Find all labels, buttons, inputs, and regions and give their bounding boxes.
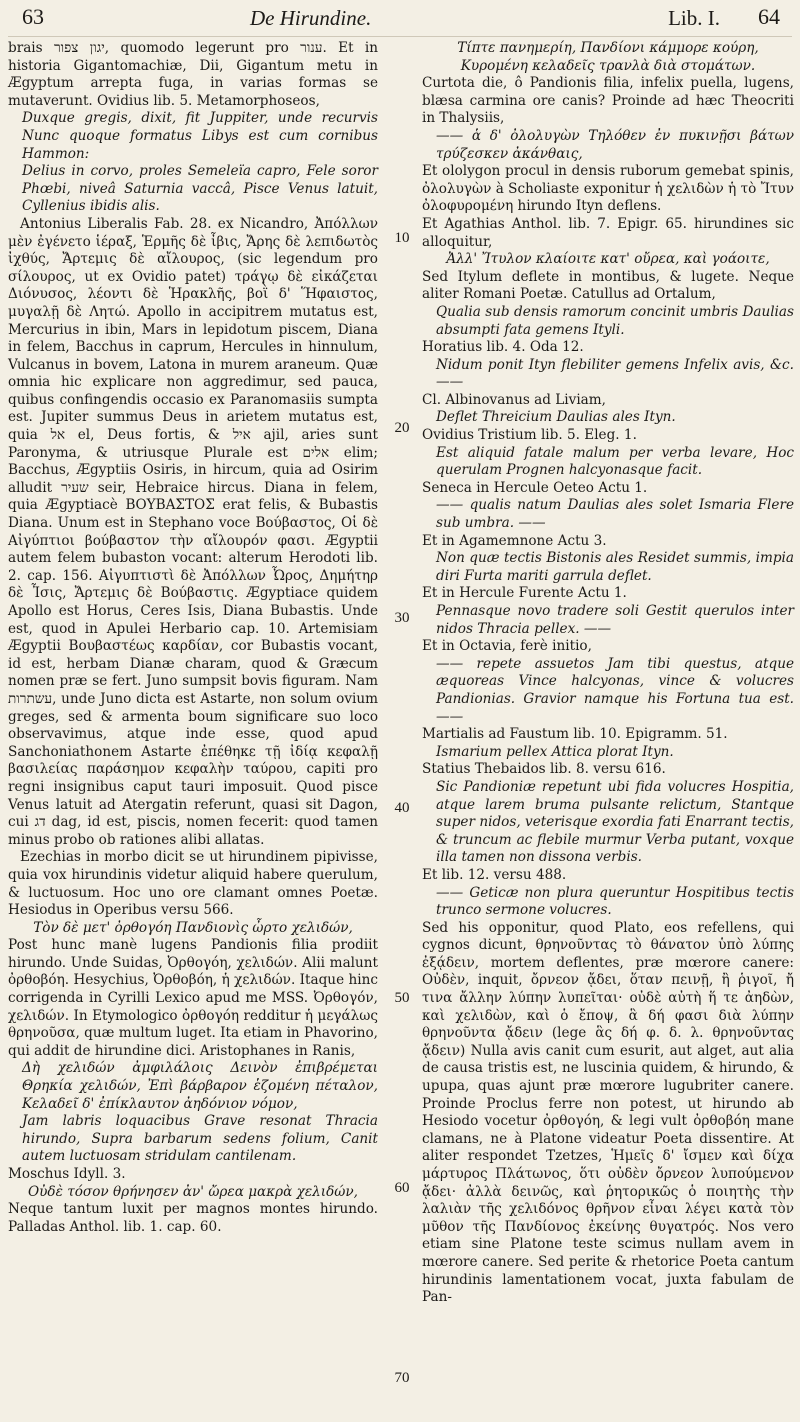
citation: Horatius lib. 4. Oda 12.	[422, 339, 584, 356]
citation: Cl. Albinovanus ad Liviam,	[422, 391, 606, 408]
paragraph: Sed Itylum deflete in montibus, & lugete. Neque aliter Romani Poetæ. Catullus ad Ortalum,	[422, 268, 794, 303]
line-number: 70	[394, 1370, 410, 1386]
paragraph: Curtota die, ô Pandionis filia, infelix puella, lugens, blæsa carmina ore canis? Proinde ad hæc Theocriti in Thalysiis,	[422, 75, 794, 127]
paragraph: Neque tantum luxit per magnos montes hirundo. Palladas Anthol. lib. 1. cap. 60.	[8, 1201, 378, 1235]
verse: Non quæ tectis Bistonis ales Residet summis, impia diri Furta mariti garrula deflet.	[436, 550, 794, 584]
verse: —— repete assuetos Jam tibi questus, atque æquoreas Vince halcyonas, vince & volucres Pandionias. Gravior namque his Fortuna tua est. ——	[436, 655, 794, 725]
verse: —— Geticæ non plura queruntur Hospitibus tectis trunco sermone volucres.	[436, 884, 794, 919]
paragraph: Ezechias in morbo dicit se ut hirundinem pipivisse, quia vox hirundinis videtur aliquid habere querulum, & luctuosum. Hoc uno ore clamant omnes Poetæ. Hesiodus in Operibus versu 566.	[8, 849, 378, 919]
paragraph: Et ololygon procul in densis ruborum gemebat spinis, ὀλολυγὼν à Scholiaste exponitur ἡ χελιδὼν ἡ τὸ Ἴτυν ὀλοφυρομένη hirundo Ityn deflens.	[422, 163, 794, 215]
running-title-right: Lib. I.	[668, 6, 720, 30]
greek-verse: —— ἁ δ' ὀλολυγὼν Τηλόθεν ἐν πυκινῇσι βάτων τρύζεσκεν ἀκάνθαις,	[436, 127, 794, 162]
verse: Delius in corvo, proles Semeleïa capro, Fele soror Phœbi, niveâ Saturnia vaccâ, Pisce Venus latuit, Cyllenius ibidis alis.	[22, 163, 378, 215]
right-column	[422, 40, 794, 1307]
verse: Deflet Threicium Daulias ales Ityn.	[436, 409, 676, 426]
header-rule	[8, 36, 792, 37]
line-number: 20	[394, 420, 410, 436]
greek-verse: Τίπτε πανημερίη, Πανδίονι κάμμορε κούρη,	[457, 40, 759, 56]
verse: Qualia sub densis ramorum concinit umbris Daulias absumpti fata gemens Ityli.	[436, 303, 794, 338]
page-number-left: 63	[22, 4, 44, 29]
citation: Et lib. 12. versu 488.	[422, 866, 567, 883]
paragraph: Et Agathias Anthol. lib. 7. Epigr. 65. hirundines sic alloquitur,	[422, 215, 794, 250]
page-number-right: 64	[758, 4, 780, 29]
citation: Et in Agamemnone Actu 3.	[422, 532, 607, 549]
greek-verse: Ἀλλ' Ἴτυλον κλαίοιτε κατ' οὔρεα, καὶ γοάοιτε,	[446, 251, 770, 268]
verse: Duxque gregis, dixit, fit Juppiter, unde recurvis Nunc quoque formatus Libys est cum cornibus Hammon:	[22, 110, 378, 162]
citation: Martialis ad Faustum lib. 10. Epigramm. 51.	[422, 726, 728, 743]
line-number: 30	[394, 610, 410, 626]
line-number: 40	[394, 800, 410, 816]
citation: Et in Hercule Furente Actu 1.	[422, 585, 627, 602]
verse: Est aliquid fatale malum per verba levare, Hoc querulam Prognen halcyonasque facit.	[436, 444, 794, 479]
running-title-left: De Hirundine.	[250, 6, 372, 30]
line-number-gutter	[385, 40, 419, 1420]
greek-verse: Κυρομένη κελαδεῖς τρανλὰ διὰ στομάτων.	[460, 57, 756, 74]
verse: Ismarium pellex Attica plorat Ityn.	[436, 743, 674, 760]
line-number: 10	[394, 230, 410, 246]
paragraph: Post hunc manè lugens Pandionis filia prodiit hirundo. Unde Suidas, Ὀρθογόη, χελιδών. Alii malunt ὀρθοβόη. Hesychius, Ὀρθοβόη, ἡ χελιδών. Itaque hinc corrigenda in Cyrilli Lexico apud me MSS. Ὀρθογόν, χελιδών. In Etymologico ὀρθογόη redditur ἡ μεγάλως θρηνοῦσα, quæ multum luget. Ita etiam in Phavorino, qui addit de hirundine dici. Aristophanes in Ranis,	[8, 937, 378, 1059]
greek-verse: Τὸν δὲ μετ' ὀρθογόη Πανδιονὶς ὦρτο χελιδών,	[33, 919, 353, 936]
page-header	[0, 0, 800, 34]
verse: Pennasque novo tradere soli Gestit querulos inter nidos Thracia pellex. ——	[436, 603, 794, 637]
citation: Moschus Idyll. 3.	[8, 1166, 126, 1182]
citation: Seneca in Hercule Oeteo Actu 1.	[422, 479, 648, 496]
verse: Sic Pandioniæ repetunt ubi fida volucres Hospitia, atque larem bruma pulsante relictum, Stantque super nidos, veterisque exordia fati Enarrant tectis, & truncum ac flebile murmur Verba putant, voxque illa tamen non dissona verbis.	[436, 778, 794, 866]
line-number: 60	[394, 1180, 410, 1196]
paragraph: Antonius Liberalis Fab. 28. ex Nicandro, Ἀπόλλων μὲν ἐγένετο ἱέραξ, Ἑρμῆς δὲ ἶβις, Ἄρης δὲ λεπιδωτὸς ἰχθύς, Ἄρτεμις δὲ αἴλουρος, (sic legendum pro σίλουρος, ut ex Ovidio patet) τράγῳ δὲ εἰκάζεται Διόνυσος, λέοντι δὲ Ἡρακλῆς, βοῒ δ' Ἥφαιστος, μυγαλῇ δὲ Λητώ. Apollo in accipitrem mutatus est, Mercurius in ibin, Mars in lepidotum piscem, Diana in felem, Bacchus in caprum, Hercules in hinnulum, Vulcanus in bovem, Latona in murem araneum. Quæ omnia hic explicare non aggredimur, sed pauca, quibus confingendis occasio ex Paranomasiis sumpta est. Jupiter summus Deus in arietem mutatus est, quia אל el, Deus fortis, & איל ajil, aries sunt Paronyma, & utriusque Plurale est אלים elim; Bacchus, Ægyptiis Osiris, in hircum, quia ad Osirim alludit שעיר seir, Hebraice hircus. Diana in felem, quia Ægyptiacè ΒΟΥΒΑΣΤΟΣ erat felis, & Bubastis Diana. Unum est in Stephano voce Βούβαστος, Οἱ δὲ Αἰγύπτιοι βούβαστον τὴν αἴλουρόν φασι. Ægyptii autem felem bubaston vocant: alterum Herodoti lib. 2. cap. 156. Αἰγυπτιστὶ δὲ Ἀπόλλων Ὦρος, Δημήτηρ δὲ Ἶσις, Ἄρτεμις δὲ Βούβαστις. Ægyptiace quidem Apollo est Horus, Ceres Isis, Diana Bubastis. Unde est, quod in Apulei Herbario cap. 10. Artemisiam Ægyptii Βουβαστέως καρδίαν, cor Bubastis vocant, id est, herbam Dianæ charam, quod & Græcum nomen præ se fert. Juno sumpsit bovis figuram. Nam עשתרות, unde Juno dicta est Astarte, non solum ovium greges, sed & armenta boum significare suo loco observavimus, atque inde esse, quod apud Sanchoniathonem Astarte ἐπέθηκε τῇ ἰδίᾳ κεφαλῇ βασιλείας παράσημον κεφαλὴν ταύρου, capiti pro regni insignibus caput tauri imposuit. Quod pisce Venus latuit ad Atergatin referunt, quasi sit Dagon, cui דג dag, id est, piscis, nomen fecerit: quod tamen minus probo ob rationes alibi allatas.	[8, 215, 379, 848]
citation: Et in Octavia, ferè initio,	[422, 638, 592, 655]
left-column	[8, 40, 378, 1236]
paragraph: brais יגון צפור, quomodo legerunt pro ענור. Et in historia Gigantomachiæ, Dii, Gigantum metu in Ægyptum arrepta fuga, in varias formas se mutaverunt. Ovidius lib. 5. Metamorphoseos,	[8, 40, 379, 109]
citation: Ovidius Tristium lib. 5. Eleg. 1.	[422, 427, 637, 444]
line-number: 50	[394, 990, 410, 1006]
citation: Statius Thebaidos lib. 8. versu 616.	[422, 761, 666, 778]
paragraph: Sed his opponitur, quod Plato, eos refellens, qui cygnos dicunt, θρηνοῦντας τὸ θάνατον ὑπὸ λύπης ἐξᾴδειν, mortem deflentes, præ mœrore canere: Οὐδὲν, inquit, ὄρνεον ᾄδει, ὅταν πεινῇ, ἢ ῥιγοῖ, ἤ τινα ἄλλην λύπην λυπεῖται· οὐδὲ αὐτὴ ἥ τε ἀηδὼν, καὶ χελιδὼν, καὶ ὁ ἔποψ, ἃ δή φασι διὰ λύπην θρηνοῦντα ᾄδειν (lege ἃς δή φ. δ. λ. θρηνοῦντας ᾄδειν) Nulla avis canit cum esurit, aut alget, aut alia de causa tristis est, ne luscinia quidem, & hirundo, & upupa, quas ajunt præ mœrore lugubriter canere. Proinde Proclus ferre non potest, ut hirundo ab Hesiodo vocetur ὀρθογόη, & legi vult ὀρθοβόη mane clamans, ne à Platone videatur Poeta dissentire. At aliter respondet Tzetzes, Ἡμεῖς δ' ἴσμεν καὶ δίχα μάρτυρος Πλάτωνος, ὅτι οὐδὲν ὄρνεον λυπούμενον ᾄδει· ἀλλὰ δεινῶς, καὶ ῥητορικῶς ὁ ποιητὴς τὴν λαλιὰν τῆς χελιδόνος θρῆνον εἶναι λέγει κατὰ τὸν μῦθον τῆς Πανδίονος ἐκείνης θυγατρός. Nos vero etiam sine Platone teste scimus nullam avem in mœrore canere. Sed perite & rhetorice Poeta cantum hirundinis lamentationem vocat, juxta fabulam de Pan-	[422, 919, 794, 1306]
greek-verse: Δὴ χελιδών ἀμφιλάλοις Δεινὸν ἐπιβρέμεται Θρηκία χελιδών, Ἐπὶ βάρβαρον ἑζομένη πέταλον, Κελαδεῖ δ' ἐπίκλαυτον ἀηδόνιον νόμον,	[22, 1060, 378, 1112]
verse: —— qualis natum Daulias ales solet Ismaria Flere sub umbra. ——	[436, 497, 794, 532]
greek-verse: Οὐδὲ τόσον θρήνησεν ἀν' ὤρεα μακρὰ χελιδών,	[28, 1183, 358, 1200]
verse: Nidum ponit Ityn flebiliter gemens Infelix avis, &c. ——	[436, 356, 794, 391]
verse: Jam labris loquacibus Grave resonat Thracia hirundo, Supra barbarum sedens folium, Canit autem luctuosam stridulam cantilenam.	[22, 1113, 378, 1165]
